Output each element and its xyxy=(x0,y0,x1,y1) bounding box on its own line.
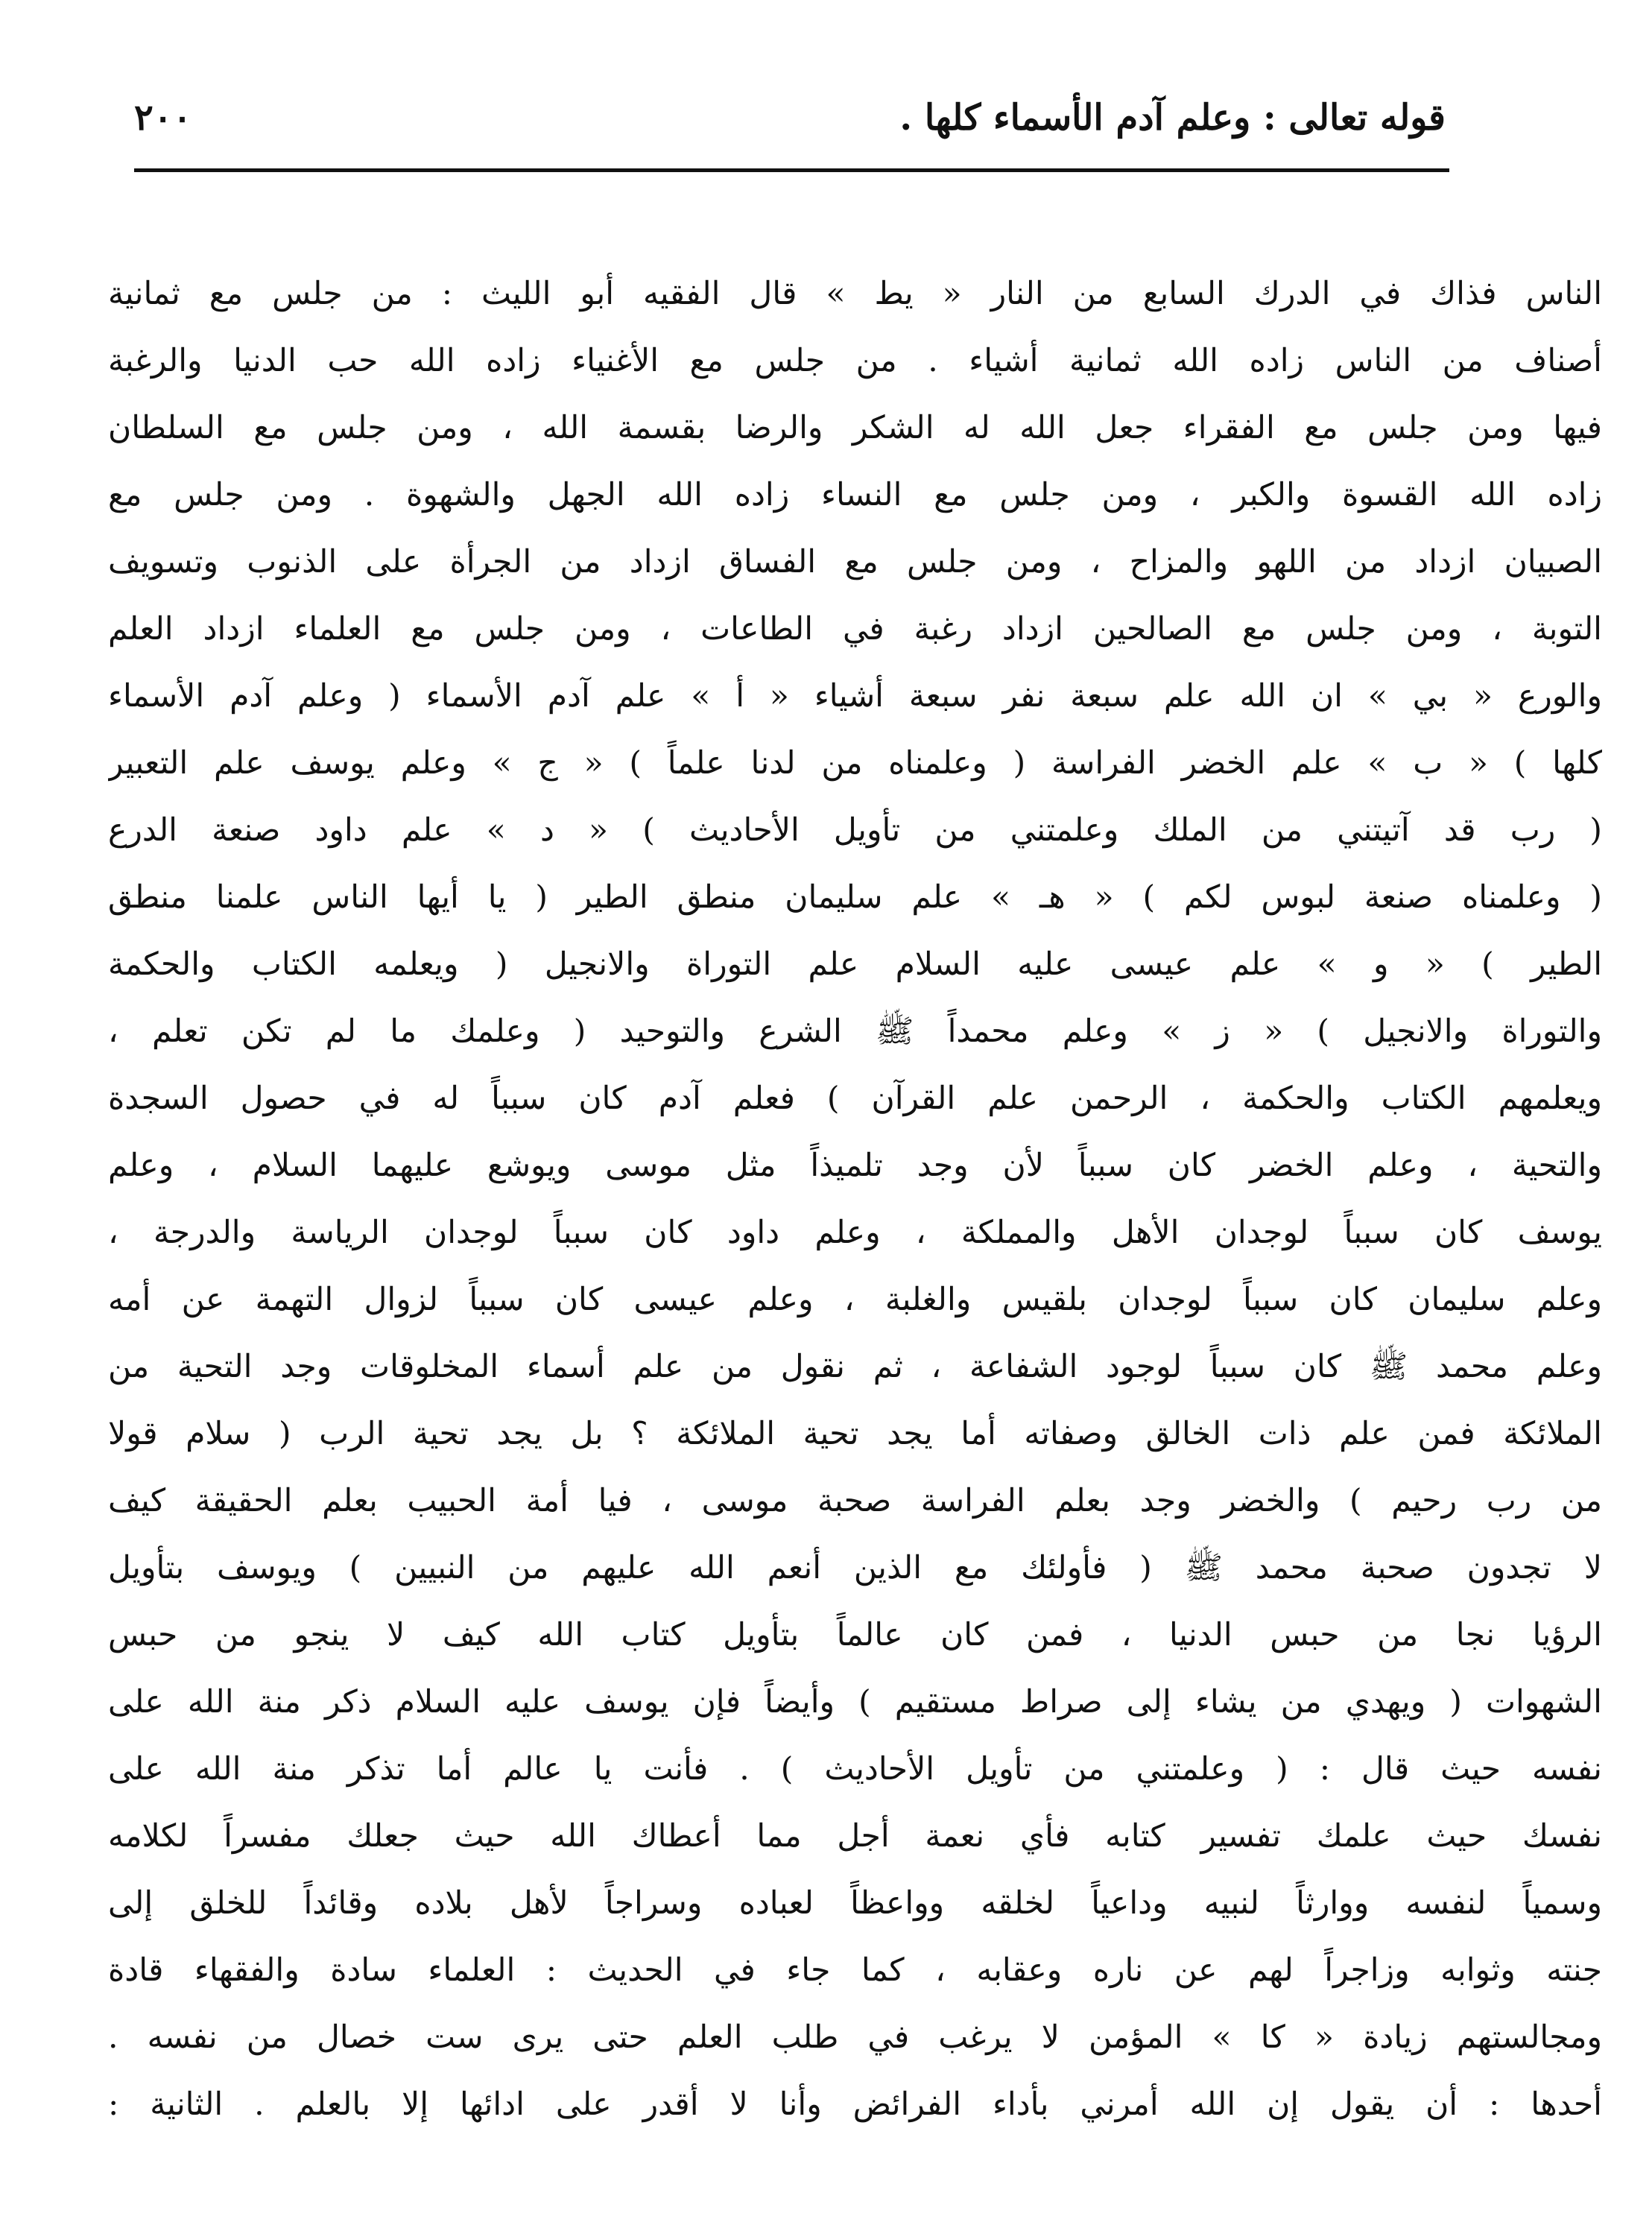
text-line: وسمياً لنفسه ووارثاً لنبيه وداعياً لخلقه وواعظاً لعباده وسراجاً لأهل بلاده وقائداً للخلق إلى xyxy=(108,1885,1602,1922)
text-line: كلها ) « ب » علم الخضر الفراسة ( وعلمناه من لدنا علماً ) « ج » وعلم يوسف علم التعبير xyxy=(108,745,1602,782)
text-line: فيها ومن جلس مع الفقراء جعل الله له الشكر والرضا بقسمة الله ، ومن جلس مع السلطان xyxy=(108,410,1602,446)
text-line: والتحية ، وعلم الخضر كان سبباً لأن وجد تلميذاً مثل موسى ويوشع عليهما السلام ، وعلم xyxy=(108,1148,1602,1184)
text-line: الملائكة فمن علم ذات الخالق وصفاته أما يجد تحية الملائكة ؟ بل يجد تحية الرب ( سلام قولا xyxy=(108,1416,1602,1452)
text-line: الرؤيا نجا من حبس الدنيا ، فمن كان عالماً بتأويل كتاب الله كيف لا ينجو من حبس xyxy=(108,1617,1602,1653)
text-line: نفسه حيث قال : ( وعلمتني من تأويل الأحاديث ) . فأنت يا عالم أما تذكر منة الله على xyxy=(108,1751,1602,1788)
page-number: ٢٠٠ xyxy=(134,97,192,139)
body-text xyxy=(108,261,1602,2139)
text-line: أحدها : أن يقول إن الله أمرني بأداء الفرائض وأنا لا أقدر على ادائها إلا بالعلم . الثانية : xyxy=(108,2086,1602,2123)
text-line: نفسك حيث علمك تفسير كتابه فأي نعمة أجل مما أعطاك الله حيث جعلك مفسراً لكلامه xyxy=(108,1818,1602,1855)
header-rule xyxy=(134,168,1449,172)
text-line: ويعلمهم الكتاب والحكمة ، الرحمن علم القرآن ) فعلم آدم كان سبباً له في حصول السجدة xyxy=(108,1080,1602,1117)
text-line: التوبة ، ومن جلس مع الصالحين ازداد رغبة في الطاعات ، ومن جلس مع العلماء ازداد العلم xyxy=(108,611,1602,648)
text-line: وعلم محمد ﷺ كان سبباً لوجود الشفاعة ، ثم نقول من علم أسماء المخلوقات وجد التحية من xyxy=(108,1349,1602,1385)
text-line: من رب رحيم ) والخضر وجد بعلم الفراسة صحبة موسى ، فيا أمة الحبيب بعلم الحقيقة كيف xyxy=(108,1483,1602,1519)
text-line: ( رب قد آتيتني من الملك وعلمتني من تأويل الأحاديث ) « د » علم داود صنعة الدرع xyxy=(108,812,1602,849)
text-line: الطير ) « و » علم عيسى عليه السلام علم التوراة والانجيل ( ويعلمه الكتاب والحكمة xyxy=(108,946,1602,983)
text-line: والورع « بي » ان الله علم سبعة نفر سبعة أشياء « أ » علم آدم الأسماء ( وعلم آدم الأسماء xyxy=(108,678,1602,715)
text-line: الشهوات ( ويهدي من يشاء إلى صراط مستقيم ) وأيضاً فإن يوسف عليه السلام ذكر منة الله على xyxy=(108,1684,1602,1721)
text-line: يوسف كان سبباً لوجدان الأهل والمملكة ، وعلم داود كان سبباً لوجدان الرياسة والدرجة ، xyxy=(108,1215,1602,1251)
text-line: ( وعلمناه صنعة لبوس لكم ) « هـ » علم سليمان منطق الطير ( يا أيها الناس علمنا منطق xyxy=(108,879,1602,916)
running-title: قوله تعالى : وعلم آدم الأسماء كلها . xyxy=(899,97,1446,139)
text-line: والتوراة والانجيل ) « ز » وعلم محمداً ﷺ الشرع والتوحيد ( وعلمك ما لم تكن تعلم ، xyxy=(108,1013,1602,1050)
text-line: لا تجدون صحبة محمد ﷺ ( فأولئك مع الذين أنعم الله عليهم من النبيين ) ويوسف بتأويل xyxy=(108,1550,1602,1586)
text-line: ومجالستهم زيادة « كا » المؤمن لا يرغب في طلب العلم حتى يرى ست خصال من نفسه . xyxy=(108,2019,1602,2056)
text-line: جنته وثوابه وزاجراً لهم عن ناره وعقابه ، كما جاء في الحديث : العلماء سادة والفقهاء قادة xyxy=(108,1952,1602,1989)
text-line: زاده الله القسوة والكبر ، ومن جلس مع النساء زاده الله الجهل والشهوة . ومن جلس مع xyxy=(108,477,1602,513)
text-line: الصبيان ازداد من اللهو والمزاح ، ومن جلس مع الفساق ازداد من الجرأة على الذنوب وتسويف xyxy=(108,544,1602,580)
text-line: الناس فذاك في الدرك السابع من النار « يط » قال الفقيه أبو الليث : من جلس مع ثمانية xyxy=(108,276,1602,312)
text-line: أصناف من الناس زاده الله ثمانية أشياء . من جلس مع الأغنياء زاده الله حب الدنيا والرغبة xyxy=(108,343,1602,379)
text-line: وعلم سليمان كان سبباً لوجدان بلقيس والغلبة ، وعلم عيسى كان سبباً لزوال التهمة عن أمه xyxy=(108,1282,1602,1318)
page-header xyxy=(134,88,1446,148)
